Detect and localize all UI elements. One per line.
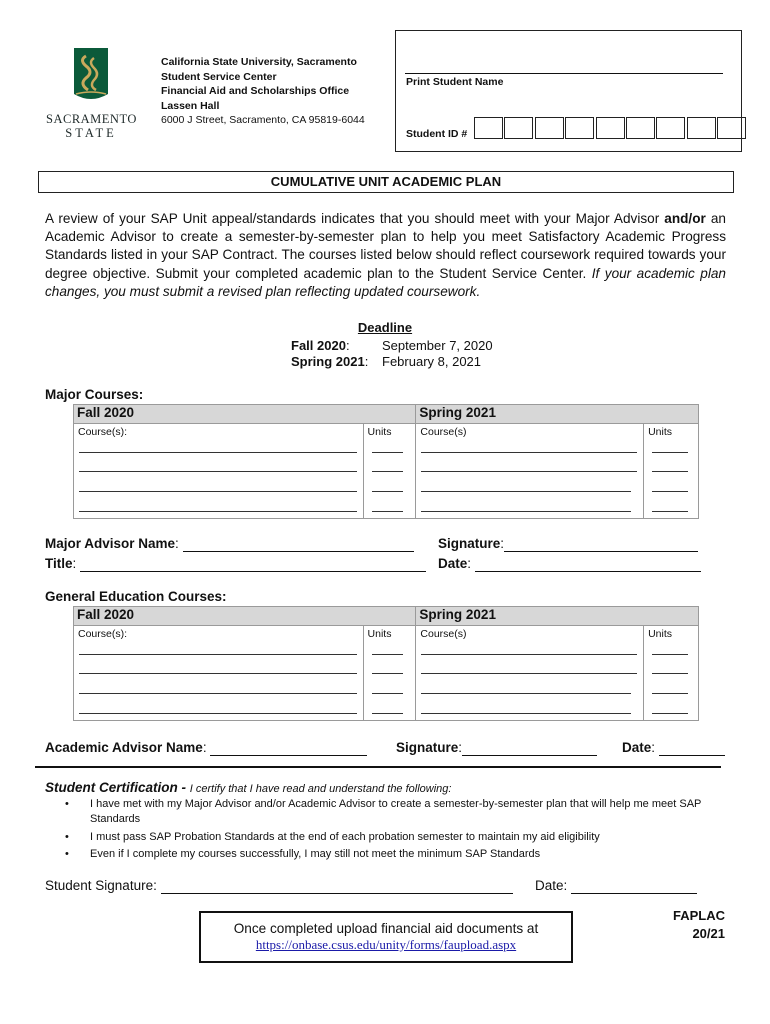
intro-note: If your academic plan changes, you must submit a revised plan reflecting updated coursework. xyxy=(45,265,726,299)
intro-paragraph xyxy=(45,210,726,301)
section-divider xyxy=(35,766,721,768)
sacramento-state-logo xyxy=(46,46,136,142)
address-line: Lassen Hall xyxy=(161,99,220,112)
major-advisor-date-field[interactable] xyxy=(475,556,701,572)
list-item: • I must pass SAP Probation Standards at the end of each probation semester to maintain my aid eligibility xyxy=(65,830,745,845)
academic-advisor-name-label: Academic Advisor Name xyxy=(45,740,203,755)
major-advisor-signature-field[interactable] xyxy=(504,536,698,552)
ge-courses-heading: General Education Courses: xyxy=(45,589,227,604)
student-info-box xyxy=(395,30,742,152)
units-entry-line[interactable] xyxy=(652,471,688,472)
course-entry-line[interactable] xyxy=(421,654,637,655)
units-entry-line[interactable] xyxy=(372,452,404,453)
deadline-spring-label: Spring 2021 xyxy=(291,354,365,369)
course-entry-line[interactable] xyxy=(79,511,357,512)
course-entry-line[interactable] xyxy=(79,673,357,674)
ge-fall-header: Fall 2020 xyxy=(74,607,416,626)
address-line: California State University, Sacramento xyxy=(161,56,357,68)
student-name-label: Print Student Name xyxy=(406,76,504,88)
logo-text-line1: SACRAMENTO xyxy=(46,112,137,126)
address-line: 6000 J Street, Sacramento, CA 95819-6044 xyxy=(161,114,365,126)
certification-list xyxy=(65,797,745,862)
student-signature-row xyxy=(45,878,513,894)
upload-link[interactable]: https://onbase.csus.edu/unity/forms/faupload.aspx xyxy=(255,937,517,952)
course-entry-line[interactable] xyxy=(421,713,631,714)
student-name-field[interactable] xyxy=(405,73,723,74)
units-entry-line[interactable] xyxy=(372,471,404,472)
units-entry-line[interactable] xyxy=(372,654,404,655)
form-code xyxy=(645,907,725,943)
course-entry-line[interactable] xyxy=(79,471,357,472)
course-entry-line[interactable] xyxy=(79,491,357,492)
student-id-digit-box[interactable] xyxy=(565,117,594,139)
certification-title: Student Certification - xyxy=(45,780,190,795)
deadline-fall-label: Fall 2020 xyxy=(291,338,346,353)
course-entry-line[interactable] xyxy=(79,452,357,453)
course-entry-line[interactable] xyxy=(421,471,637,472)
deadline-fall: Fall 2020: xyxy=(291,338,350,353)
courses-label: Course(s) xyxy=(420,628,467,640)
academic-advisor-signature-row: Signature: xyxy=(396,740,597,756)
major-advisor-name-row: Major Advisor Name: xyxy=(45,536,414,552)
student-id-field[interactable] xyxy=(474,117,748,139)
logo-text-line2: STATE xyxy=(65,126,117,140)
student-date-label: Date: xyxy=(535,878,568,893)
major-courses-heading: Major Courses: xyxy=(45,387,144,402)
form-code-name: FAPLAC xyxy=(673,908,725,923)
major-advisor-name-field[interactable] xyxy=(183,536,414,552)
student-id-digit-box[interactable] xyxy=(504,117,533,139)
units-label: Units xyxy=(367,426,392,438)
major-advisor-title-label: Title xyxy=(45,556,73,571)
deadline-heading: Deadline xyxy=(357,320,413,335)
major-advisor-date-row: Date: xyxy=(438,556,701,572)
intro-text: an Academic Advisor to create a semester-by-semester plan to help you meet Satisfactory Academic Progress Standards listed in your SAP Contract. The courses listed below should reflect coursework required towards your degree objective. Submit your completed academic plan to the Student Service Center. xyxy=(45,211,726,281)
course-entry-line[interactable] xyxy=(79,654,357,655)
units-entry-line[interactable] xyxy=(652,673,688,674)
address-line: Student Service Center xyxy=(161,70,277,83)
major-advisor-name-label: Major Advisor Name xyxy=(45,536,176,551)
units-entry-line[interactable] xyxy=(652,511,688,512)
student-signature-field[interactable] xyxy=(161,878,513,894)
major-spring-header: Spring 2021 xyxy=(416,405,699,424)
student-signature-label: Student Signature: xyxy=(45,878,157,893)
deadline-spring-date: February 8, 2021 xyxy=(382,354,482,369)
units-entry-line[interactable] xyxy=(372,713,404,714)
units-label: Units xyxy=(648,426,672,438)
major-advisor-date-label: Date xyxy=(438,556,468,571)
student-date-field[interactable] xyxy=(571,878,697,894)
academic-advisor-name-field[interactable] xyxy=(210,740,367,756)
units-label: Units xyxy=(648,628,672,640)
units-entry-line[interactable] xyxy=(372,673,404,674)
page-title: CUMULATIVE UNIT ACADEMIC PLAN xyxy=(38,171,734,193)
student-date-row xyxy=(535,878,697,894)
upload-instructions-box xyxy=(199,911,573,963)
units-entry-line[interactable] xyxy=(652,452,688,453)
major-fall-header: Fall 2020 xyxy=(74,405,416,424)
courses-label: Course(s) xyxy=(420,426,467,438)
student-id-digit-box[interactable] xyxy=(474,117,503,139)
academic-advisor-date-row: Date: xyxy=(622,740,725,756)
deadline-fall-date: September 7, 2020 xyxy=(382,338,493,353)
major-advisor-signature-label: Signature xyxy=(438,536,501,551)
academic-advisor-date-field[interactable] xyxy=(659,740,725,756)
certification-intro: I certify that I have read and understand the following: xyxy=(189,783,452,795)
academic-advisor-date-label: Date xyxy=(622,740,652,755)
academic-advisor-name-row: Academic Advisor Name: xyxy=(45,740,367,756)
list-item: • I have met with my Major Advisor and/or Academic Advisor to create a semester-by-semester plan that will help me meet SAP Standards xyxy=(65,797,745,827)
student-id-label: Student ID # xyxy=(406,128,468,140)
units-entry-line[interactable] xyxy=(652,693,688,694)
student-certification-heading xyxy=(45,780,451,795)
academic-advisor-signature-field[interactable] xyxy=(462,740,597,756)
student-id-digit-box[interactable] xyxy=(717,117,746,139)
courses-label: Course(s): xyxy=(78,426,128,438)
student-id-digit-box[interactable] xyxy=(687,117,716,139)
course-entry-line[interactable] xyxy=(421,491,631,492)
units-entry-line[interactable] xyxy=(372,511,404,512)
ge-spring-header: Spring 2021 xyxy=(416,607,699,626)
deadline-spring: Spring 2021: xyxy=(291,354,369,369)
major-courses-table xyxy=(73,404,699,519)
units-entry-line[interactable] xyxy=(652,654,688,655)
units-entry-line[interactable] xyxy=(372,491,404,492)
major-advisor-title-field[interactable] xyxy=(80,556,426,572)
list-item: • Even if I complete my courses successfully, I may still not meet the minimum SAP Standards xyxy=(65,847,745,862)
course-entry-line[interactable] xyxy=(421,693,631,694)
student-id-digit-box[interactable] xyxy=(535,117,564,139)
upload-instruction-text: Once completed upload financial aid documents at xyxy=(233,921,539,936)
course-entry-line[interactable] xyxy=(421,673,637,674)
course-entry-line[interactable] xyxy=(421,452,637,453)
student-id-digit-box[interactable] xyxy=(596,117,625,139)
course-entry-line[interactable] xyxy=(421,511,631,512)
intro-text: A review of your SAP Unit appeal/standards indicates that you should meet with your Major Advisor xyxy=(45,211,665,226)
units-entry-line[interactable] xyxy=(652,713,688,714)
student-id-digit-box[interactable] xyxy=(656,117,685,139)
course-entry-line[interactable] xyxy=(79,693,357,694)
course-entry-line[interactable] xyxy=(79,713,357,714)
units-entry-line[interactable] xyxy=(652,491,688,492)
units-entry-line[interactable] xyxy=(372,693,404,694)
ge-courses-table xyxy=(73,606,699,721)
academic-advisor-signature-label: Signature xyxy=(396,740,459,755)
major-advisor-signature-row: Signature: xyxy=(438,536,698,552)
office-address xyxy=(161,55,365,128)
major-advisor-title-row: Title: xyxy=(45,556,426,572)
units-label: Units xyxy=(367,628,392,640)
form-code-year: 20/21 xyxy=(692,926,725,941)
student-id-digit-box[interactable] xyxy=(626,117,655,139)
intro-emphasis: and/or xyxy=(664,211,706,226)
courses-label: Course(s): xyxy=(78,628,128,640)
address-line: Financial Aid and Scholarships Office xyxy=(161,85,350,97)
